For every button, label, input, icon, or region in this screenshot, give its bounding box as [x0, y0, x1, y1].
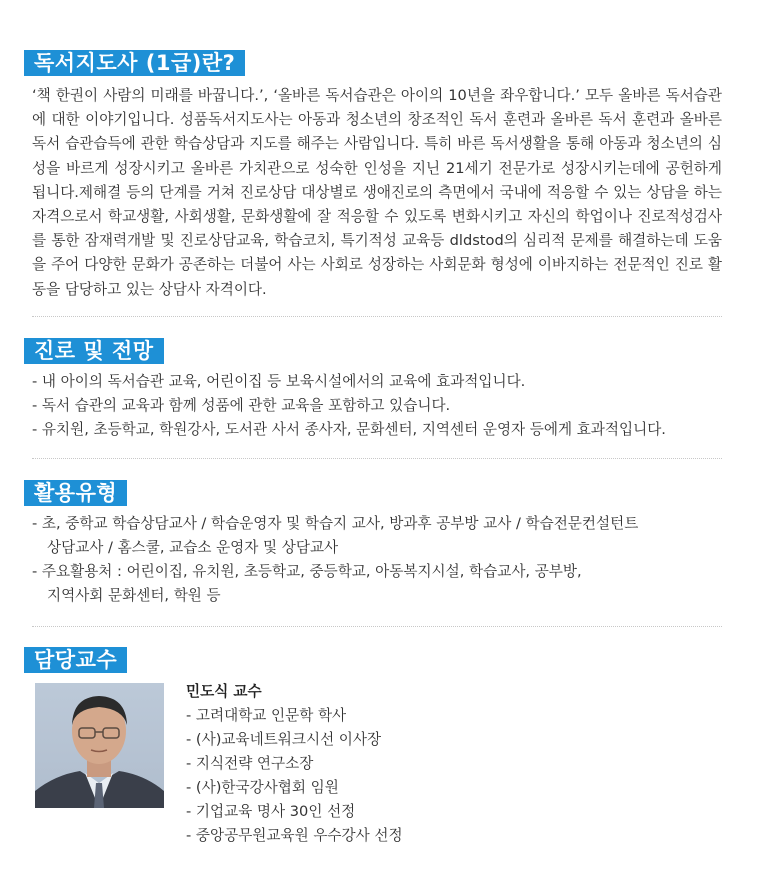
list-item: - 기업교육 명사 30인 선정	[186, 803, 356, 820]
professor-photo	[35, 683, 164, 808]
intro-title: 독서지도사 (1급)란?	[24, 50, 245, 76]
list-item: - 유치원, 초등학교, 학원강사, 도서관 사서 종사자, 문화센터, 지역센터 운영자 등에게 효과적입니다.	[32, 421, 666, 438]
intro-paragraph: ‘책 한권이 사람의 미래를 바꿉니다.’, ‘올바른 독서습관은 아이의 10년을 좌우합니다.’ 모두 올바른 독서습관에 대한 이야기입니다. 성품독서지도사는 아동과 청소년의 창조적인 독서 훈련과 올바른 독서 훈련과 올바른 독서 습관습득에 관한 학습상담과 지도를 해주는 사람입니다. 특히 바른 독서생활을 통해 아동과 청소년의 심성을 바르게 성장시키고 올바른 가치관으로 성숙한 인성을 지닌 21세기 전문가로 성장시키는데에 공헌하게 됩니다.제해결 등의 단계를 거쳐 진로상담 대상별로 생애진로의 측면에서 국내에 적응할 수 있는 상담을 하는 자격으로서 학교생활, 사회생활, 문화생활에 잘 적응할 수 있도록 변화시키고 자신의 학업이나 진로적성검사를 통한 잠재력개발 및 진로상담교육, 학습코치, 특기적성 교육등 dldstod의 심리적 문제를 해결하는데 도움을 주어 다양한 문화가 공존하는 더불어 사는 사회로 성장하는 사회문화 형성에 이바지하는 전문적인 진로 활동을 담당하고 있는 상담사 자격이다.	[32, 87, 722, 298]
usage-title: 활용유형	[24, 480, 127, 506]
list-item: - 중앙공무원교육원 우수강사 선정	[186, 827, 403, 844]
list-item: - (사)한국강사협회 임원	[186, 779, 339, 796]
divider	[32, 626, 722, 627]
list-item-continuation: 지역사회 문화센터, 학원 등	[47, 587, 221, 604]
list-item-continuation: 상담교사 / 홈스쿨, 교습소 운영자 및 상담교사	[47, 539, 339, 556]
list-item: - (사)교육네트워크시선 이사장	[186, 731, 382, 748]
divider	[32, 316, 722, 317]
professor-info	[186, 680, 403, 848]
divider	[32, 458, 722, 459]
list-item	[32, 512, 722, 560]
list-item-line: - 주요활용처 : 어린이집, 유치원, 초등학교, 중등학교, 아동복지시설, 학습교사, 공부방,	[32, 563, 582, 580]
list-item: - 지식전략 연구소장	[186, 755, 314, 772]
intro-section	[24, 50, 722, 302]
professor-title: 담당교수	[24, 647, 127, 673]
usage-list	[24, 512, 722, 608]
list-item: - 고려대학교 인문학 학사	[186, 707, 347, 724]
list-item: - 내 아이의 독서습관 교육, 어린이집 등 보육시설에서의 교육에 효과적입니다.	[32, 373, 526, 390]
professor-section	[24, 647, 722, 673]
outlook-section	[24, 338, 722, 442]
professor-career-list	[186, 704, 403, 848]
outlook-title: 진로 및 전망	[24, 338, 164, 364]
outlook-list	[24, 370, 722, 442]
usage-section	[24, 480, 722, 608]
portrait-illustration	[35, 683, 164, 808]
list-item: - 독서 습관의 교육과 함께 성품에 관한 교육을 포함하고 있습니다.	[32, 397, 451, 414]
professor-name: 민도식 교수	[186, 683, 262, 700]
list-item-line: - 초, 중학교 학습상담교사 / 학습운영자 및 학습지 교사, 방과후 공부방 교사 / 학습전문컨설턴트	[32, 515, 639, 532]
list-item	[32, 560, 722, 608]
